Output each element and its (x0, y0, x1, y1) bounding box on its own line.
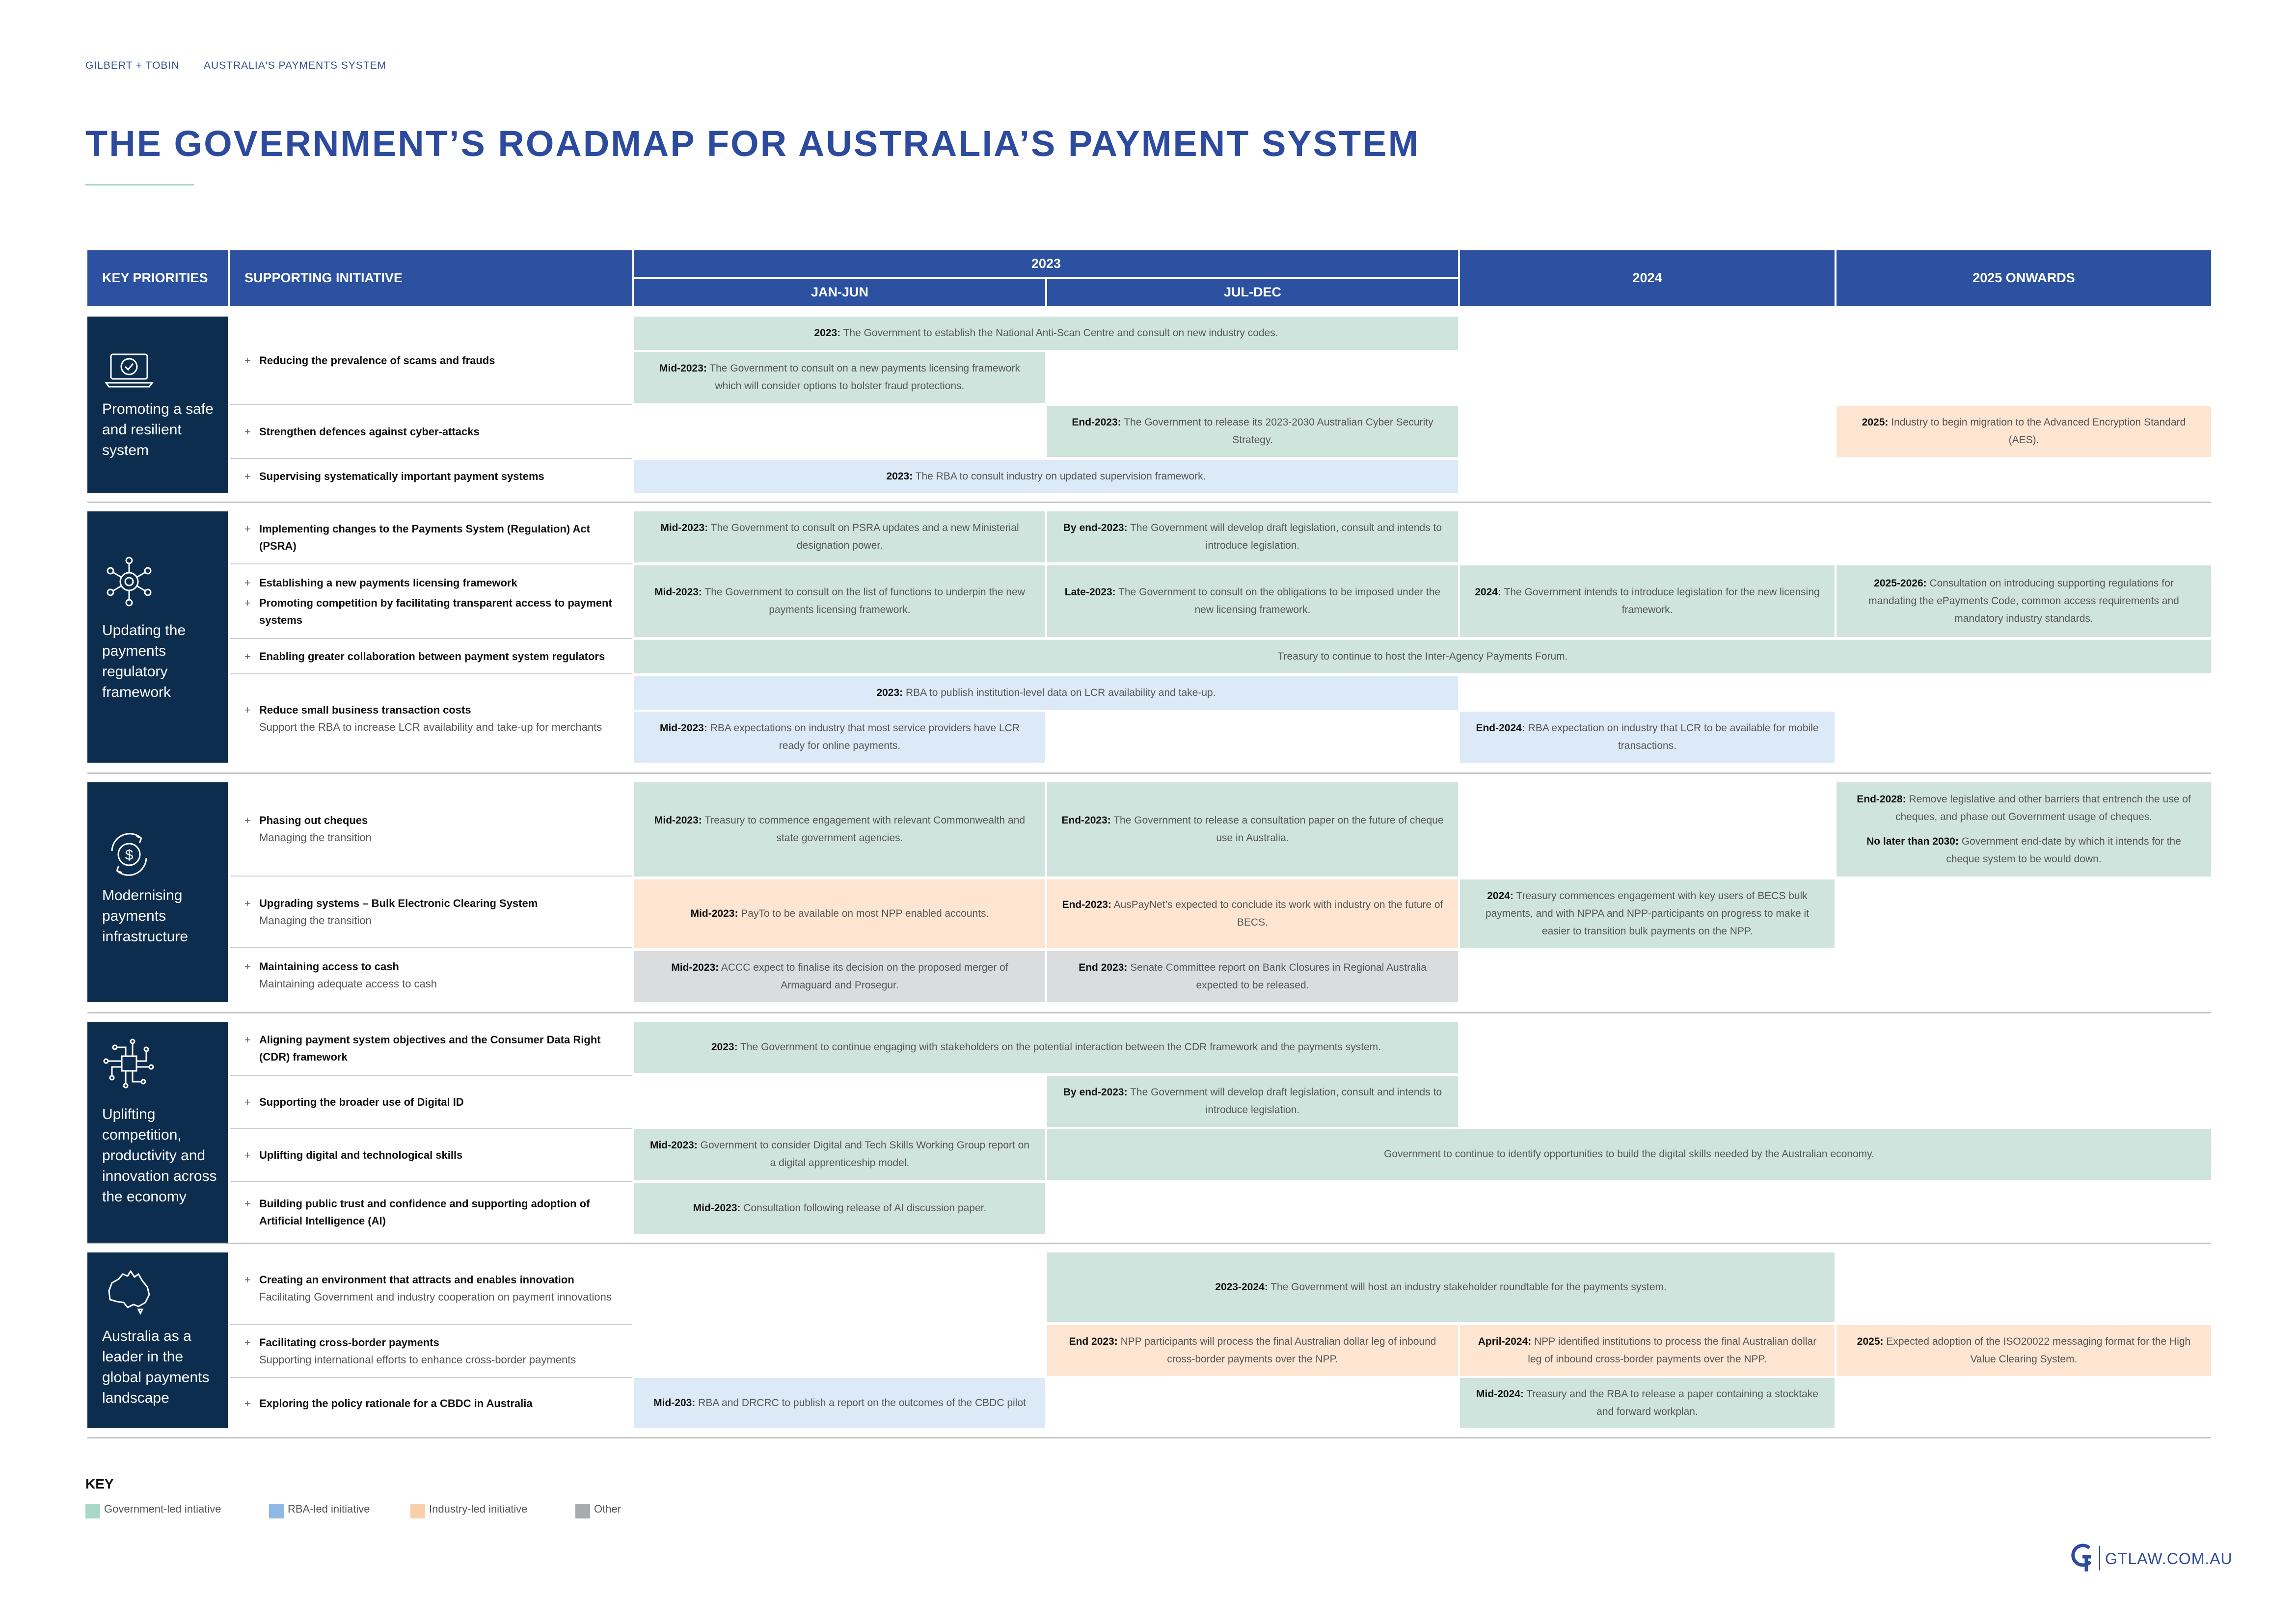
legend-label-rba: RBA-led initiative (288, 1503, 370, 1515)
legend-swatch-government (85, 1504, 100, 1518)
roadmap-cell: End-2023: AusPayNet’s expected to conclude its work with industry on the future of BECS. (1047, 879, 1458, 948)
header-key-priorities: KEY PRIORITIES (87, 250, 228, 306)
header-2023: 2023 (634, 250, 1458, 277)
roadmap-cell: By end-2023: The Government will develop draft legislation, consult and intends to introduce legislation. (1047, 1076, 1458, 1127)
roadmap-cell: Late-2023: The Government to consult on the obligations to be imposed under the new licensing framework. (1047, 565, 1458, 637)
roadmap-cell: 2023: The Government to continue engaging with stakeholders on the potential interaction between the CDR framework and the payments system. (634, 1022, 1458, 1073)
initiative-small-business (230, 674, 632, 763)
initiative-title: + Enabling greater collaboration between payment system regulators (244, 648, 627, 665)
initiative-title: + Building public trust and confidence and supporting adoption of Artificial Intelligence (AI) (244, 1195, 627, 1229)
roadmap-cell: Mid-2023: PayTo to be available on most NPP enabled accounts. (634, 879, 1045, 948)
header-jan-jun: JAN-JUN (634, 279, 1045, 306)
priority-regulatory-framework (87, 511, 228, 763)
roadmap-cell: Mid-2024: Treasury and the RBA to release a paper containing a stocktake and forward workplan. (1460, 1378, 1835, 1428)
roadmap-cell: End-2028: Remove legislative and other barriers that entrench the use of cheques, and phase out Government usage of cheques. No later than 2030: Government end-date by which it intends for the cheque system to be would down. (1837, 782, 2211, 877)
initiative-collaboration (230, 639, 632, 673)
initiative-cross-border (230, 1325, 632, 1377)
network-gear-icon (102, 555, 156, 609)
roadmap-cell: 2025: Expected adoption of the ISO20022 messaging format for the High Value Clearing System. (1837, 1325, 2211, 1376)
initiative-title: + Aligning payment system objectives and the Consumer Data Right (CDR) framework (244, 1031, 627, 1065)
initiative-title: + Creating an environment that attracts and enables innovation (244, 1271, 627, 1288)
initiative-scams (230, 317, 632, 404)
legend-title: KEY (85, 1476, 114, 1491)
initiative-cyber (230, 405, 632, 458)
initiative-cash (230, 948, 632, 1002)
group-divider (87, 1012, 2211, 1013)
logo-divider (2099, 1546, 2100, 1570)
initiative-title: + Strengthen defences against cyber-attacks (244, 423, 627, 440)
header-jul-dec: JUL-DEC (1047, 279, 1458, 306)
initiative-title: + Reduce small business transaction costs (244, 701, 627, 718)
priority-infrastructure (87, 782, 228, 1002)
initiative-subtitle: Managing the transition (259, 914, 372, 927)
roadmap-cell: Mid-2023: The Government to consult on the list of functions to underpin the new payments licensing framework. (634, 565, 1045, 637)
header-supporting-initiative: SUPPORTING INITIATIVE (230, 250, 632, 306)
roadmap-cell: Treasury to continue to host the Inter-Agency Payments Forum. (634, 640, 2211, 673)
initiative-title: + Phasing out cheques (244, 812, 627, 829)
header-2025-onwards: 2025 ONWARDS (1837, 250, 2211, 306)
group-divider (87, 1243, 2211, 1244)
roadmap-cell: April-2024: NPP identified institutions to process the final Australian dollar leg of inbound cross-border payments over the NPP. (1460, 1325, 1835, 1376)
page-title: THE GOVERNMENT’S ROADMAP FOR AUSTRALIA’S PAYMENT SYSTEM (85, 123, 1420, 164)
priority-competition (87, 1022, 228, 1243)
initiative-subtitle: Managing the transition (259, 831, 372, 844)
australia-map-icon (102, 1263, 156, 1317)
circuit-chip-icon (102, 1037, 156, 1091)
priority-label: Modernising payments infrastructure (102, 887, 189, 945)
initiative-title: + Supervising systematically important payment systems (244, 468, 627, 485)
initiative-psra (230, 511, 632, 563)
roadmap-cell: By end-2023: The Government will develop draft legislation, consult and intends to introduce legislation. (1047, 511, 1458, 562)
initiative-subtitle: Supporting international efforts to enhance cross-border payments (259, 1354, 576, 1366)
priority-label: Promoting a safe and resilient system (102, 401, 214, 458)
legend-swatch-other (575, 1504, 590, 1518)
roadmap-cell: 2024: Treasury commences engagement with key users of BECS bulk payments, and with NPPA and NPP-participants on progress to make it easier to transition bulk payments on the NPP. (1460, 879, 1835, 948)
legend-swatch-industry (410, 1504, 425, 1518)
initiative-title: + Supporting the broader use of Digital ID (244, 1093, 627, 1111)
legend-label-industry: Industry-led initiative (429, 1503, 528, 1515)
initiative-digital-id (230, 1076, 632, 1128)
roadmap-cell: End-2024: RBA expectation on industry that LCR to be available for mobile transactions. (1460, 712, 1835, 763)
group-divider (87, 502, 2211, 503)
roadmap-cell: 2025: Industry to begin migration to the Advanced Encryption Standard (AES). (1837, 406, 2211, 457)
laptop-check-icon (102, 344, 156, 398)
group-divider (87, 772, 2211, 774)
breadcrumb-brand: GILBERT + TOBIN (85, 60, 180, 71)
initiative-cdr (230, 1022, 632, 1075)
initiative-cbdc (230, 1378, 632, 1428)
initiative-licensing (230, 564, 632, 638)
roadmap-cell: 2023: RBA to publish institution-level data on LCR availability and take-up. (634, 676, 1458, 710)
initiative-title: + Promoting competition by facilitating transparent access to payment systems (244, 594, 627, 629)
initiative-title: + Exploring the policy rationale for a CBDC in Australia (244, 1395, 627, 1412)
roadmap-cell: Mid-2023: RBA expectations on industry that most service providers have LCR ready for online payments. (634, 712, 1045, 763)
roadmap-cell: Government to continue to identify opportunities to build the digital skills needed by the Australian economy. (1047, 1129, 2211, 1180)
initiative-subtitle: Facilitating Government and industry cooperation on payment innovations (259, 1291, 612, 1303)
roadmap-cell: Mid-2023: The Government to consult on PSRA updates and a new Ministerial designation power. (634, 511, 1045, 562)
roadmap-cell: Mid-2023: The Government to consult on a new payments licensing framework which will consider options to bolster fraud protections. (634, 352, 1045, 403)
initiative-title: + Implementing changes to the Payments System (Regulation) Act (PSRA) (244, 520, 627, 555)
roadmap-cell: End-2023: The Government to release its 2023-2030 Australian Cyber Security Strategy. (1047, 406, 1458, 457)
initiative-innovation (230, 1252, 632, 1324)
roadmap-cell: End-2023: The Government to release a consultation paper on the future of cheque use in Australia. (1047, 782, 1458, 877)
dollar-cycle-icon (102, 827, 156, 881)
roadmap-cell: 2023-2024: The Government will host an industry stakeholder roundtable for the payments system. (1047, 1252, 1835, 1322)
priority-safe-resilient (87, 317, 228, 493)
initiative-supervising (230, 459, 632, 493)
title-underline (85, 184, 194, 186)
initiative-title: + Upgrading systems – Bulk Electronic Clearing System (244, 895, 627, 912)
roadmap-cell: Mid-2023: ACCC expect to finalise its decision on the proposed merger of Armaguard and Prosegur. (634, 951, 1045, 1002)
roadmap-cell: Mid-2023: Treasury to commence engagement with relevant Commonwealth and state government agencies. (634, 782, 1045, 877)
initiative-title: + Facilitating cross-border payments (244, 1334, 627, 1351)
roadmap-cell: 2023: The RBA to consult industry on updated supervision framework. (634, 460, 1458, 493)
legend-label-other: Other (594, 1503, 621, 1515)
initiative-ai (230, 1182, 632, 1243)
roadmap-cell: Mid-2023: Government to consider Digital and Tech Skills Working Group report on a digital apprenticeship model. (634, 1129, 1045, 1180)
roadmap-cell: 2024: The Government intends to introduce legislation for the new licensing framework. (1460, 565, 1835, 637)
gt-logo-icon[interactable] (2070, 1542, 2095, 1572)
initiative-cheques (230, 782, 632, 876)
roadmap-cell: End 2023: Senate Committee report on Bank Closures in Regional Australia expected to be released. (1047, 951, 1458, 1002)
legend-label-government: Government-led intiative (104, 1503, 221, 1515)
initiative-title: + Establishing a new payments licensing framework (244, 574, 627, 591)
initiative-becs (230, 877, 632, 947)
priority-label: Updating the payments regulatory framework (102, 622, 186, 700)
roadmap-cell: 2023: The Government to establish the National Anti-Scan Centre and consult on new industry codes. (634, 317, 1458, 350)
initiative-subtitle: Support the RBA to increase LCR availability and take-up for merchants (259, 721, 602, 733)
initiative-title: + Uplifting digital and technological skills (244, 1146, 627, 1164)
svg-text:$: $ (125, 847, 134, 863)
footer-site-link[interactable]: GTLAW.COM.AU (2105, 1550, 2233, 1568)
roadmap-cell: 2025-2026: Consultation on introducing supporting regulations for mandating the ePayments Code, common access requirements and mandatory industry standards. (1837, 565, 2211, 637)
roadmap-cell: End 2023: NPP participants will process the final Australian dollar leg of inbound cross-border payments over the NPP. (1047, 1325, 1458, 1376)
header-2024: 2024 (1460, 250, 1835, 306)
roadmap-cell: Mid-2023: Consultation following release of AI discussion paper. (634, 1183, 1045, 1234)
priority-label: Australia as a leader in the global payments landscape (102, 1328, 210, 1406)
group-divider (87, 1437, 2211, 1438)
priority-global-leader (87, 1252, 228, 1428)
breadcrumb-section: AUSTRALIA'S PAYMENTS SYSTEM (204, 60, 387, 71)
initiative-title: + Maintaining access to cash (244, 958, 627, 975)
initiative-title: + Reducing the prevalence of scams and frauds (244, 352, 627, 369)
roadmap-cell: Mid-203: RBA and DRCRC to publish a report on the outcomes of the CBDC pilot (634, 1378, 1045, 1428)
initiative-digital-skills (230, 1129, 632, 1181)
legend-swatch-rba (269, 1504, 284, 1518)
initiative-subtitle: Maintaining adequate access to cash (259, 978, 437, 990)
priority-label: Uplifting competition, productivity and innovation across the economy (102, 1106, 217, 1205)
